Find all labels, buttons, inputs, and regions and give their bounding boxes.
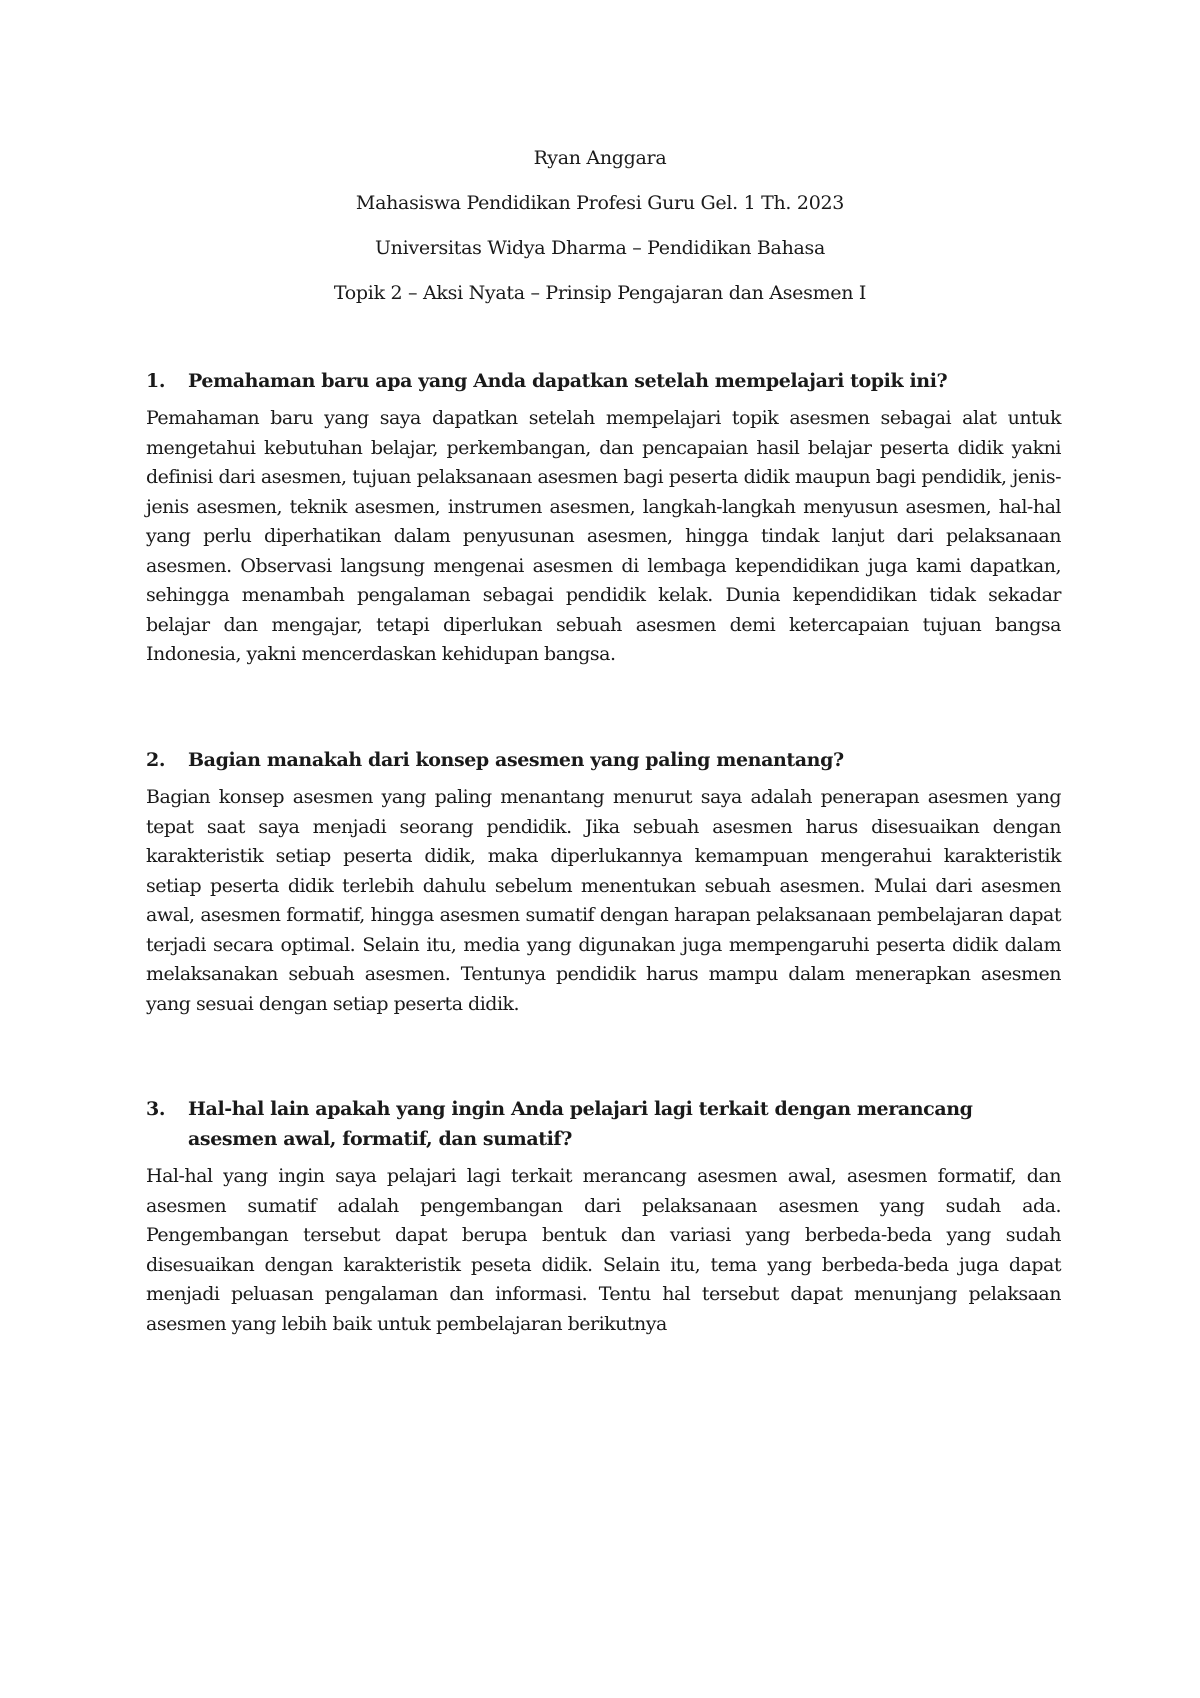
document-header [0, 146, 1200, 326]
topic-line: Topik 2 – Aksi Nyata – Prinsip Pengajaran dan Asesmen I [333, 282, 867, 304]
question-1 [146, 366, 1061, 396]
university-line: Universitas Widya Dharma – Pendidikan Bahasa [374, 237, 826, 259]
answer-2: Bagian konsep asesmen yang paling menantang menurut saya adalah penerapan asesmen yang tepat saat saya menjadi seorang pendidik. Jika sebuah asesmen harus disesuaikan dengan karakteristik setiap peserta didik, maka diperlukannya kemampuan mengerahui karakteristik setiap peserta didik terlebih dahulu sebelum menentukan sebuah asesmen. Mulai dari asesmen awal, asesmen formatif, hingga asesmen sumatif dengan harapan pelaksanaan pembelajaran dapat terjadi secara optimal. Selain itu, media yang digunakan juga mempengaruhi peserta didik dalam melaksanakan sebuah asesmen. Tentunya pendidik harus mampu dalam menerapkan asesmen yang sesuai dengan setiap peserta didik. [146, 786, 1061, 1015]
question-number: 2. [146, 749, 166, 771]
program-line: Mahasiswa Pendidikan Profesi Guru Gel. 1 Th. 2023 [355, 192, 845, 214]
answer-1: Pemahaman baru yang saya dapatkan setelah mempelajari topik asesmen sebagai alat untuk mengetahui kebutuhan belajar, perkembangan, dan pencapaian hasil belajar peserta didik yakni definisi dari asesmen, tujuan pelaksanaan asesmen bagi peserta didik maupun bagi pendidik, jenis-jenis asesmen, teknik asesmen, instrumen asesmen, langkah-langkah menyusun asesmen, hal-hal yang perlu diperhatikan dalam penyusunan asesmen, hingga tindak lanjut dari pelaksanaan asesmen. Observasi langsung mengenai asesmen di lembaga kependidikan juga kami dapatkan, sehingga menambah pengalaman sebagai pendidik kelak. Dunia kependidikan tidak sekadar belajar dan mengajar, tetapi diperlukan sebuah asesmen demi ketercapaian tujuan bangsa Indonesia, yakni mencerdaskan kehidupan bangsa. [146, 407, 1061, 665]
author-name: Ryan Anggara [533, 147, 667, 169]
section-3 [146, 1094, 1061, 1339]
question-2 [146, 745, 1061, 775]
question-number: 1. [146, 370, 166, 392]
question-number: 3. [146, 1098, 166, 1120]
question-text: Bagian manakah dari konsep asesmen yang paling menantang? [188, 749, 844, 771]
answer-3: Hal-hal yang ingin saya pelajari lagi terkait merancang asesmen awal, asesmen formatif, dan asesmen sumatif adalah pengembangan dari pelaksanaan asesmen yang sudah ada. Pengembangan tersebut dapat berupa bentuk dan variasi yang berbeda-beda yang sudah disesuaikan dengan karakteristik peseta didik. Selain itu, tema yang berbeda-beda juga dapat menjadi peluasan pengalaman dan informasi. Tentu hal tersebut dapat menunjang pelaksaan asesmen yang lebih baik untuk pembelajaran berikutnya [146, 1165, 1061, 1335]
section-2 [146, 745, 1061, 1019]
section-1 [146, 366, 1061, 670]
question-text: Hal-hal lain apakah yang ingin Anda pelajari lagi terkait dengan merancang asesmen awal, formatif, dan sumatif? [188, 1098, 973, 1150]
question-text: Pemahaman baru apa yang Anda dapatkan setelah mempelajari topik ini? [188, 370, 948, 392]
question-3 [146, 1094, 1061, 1154]
